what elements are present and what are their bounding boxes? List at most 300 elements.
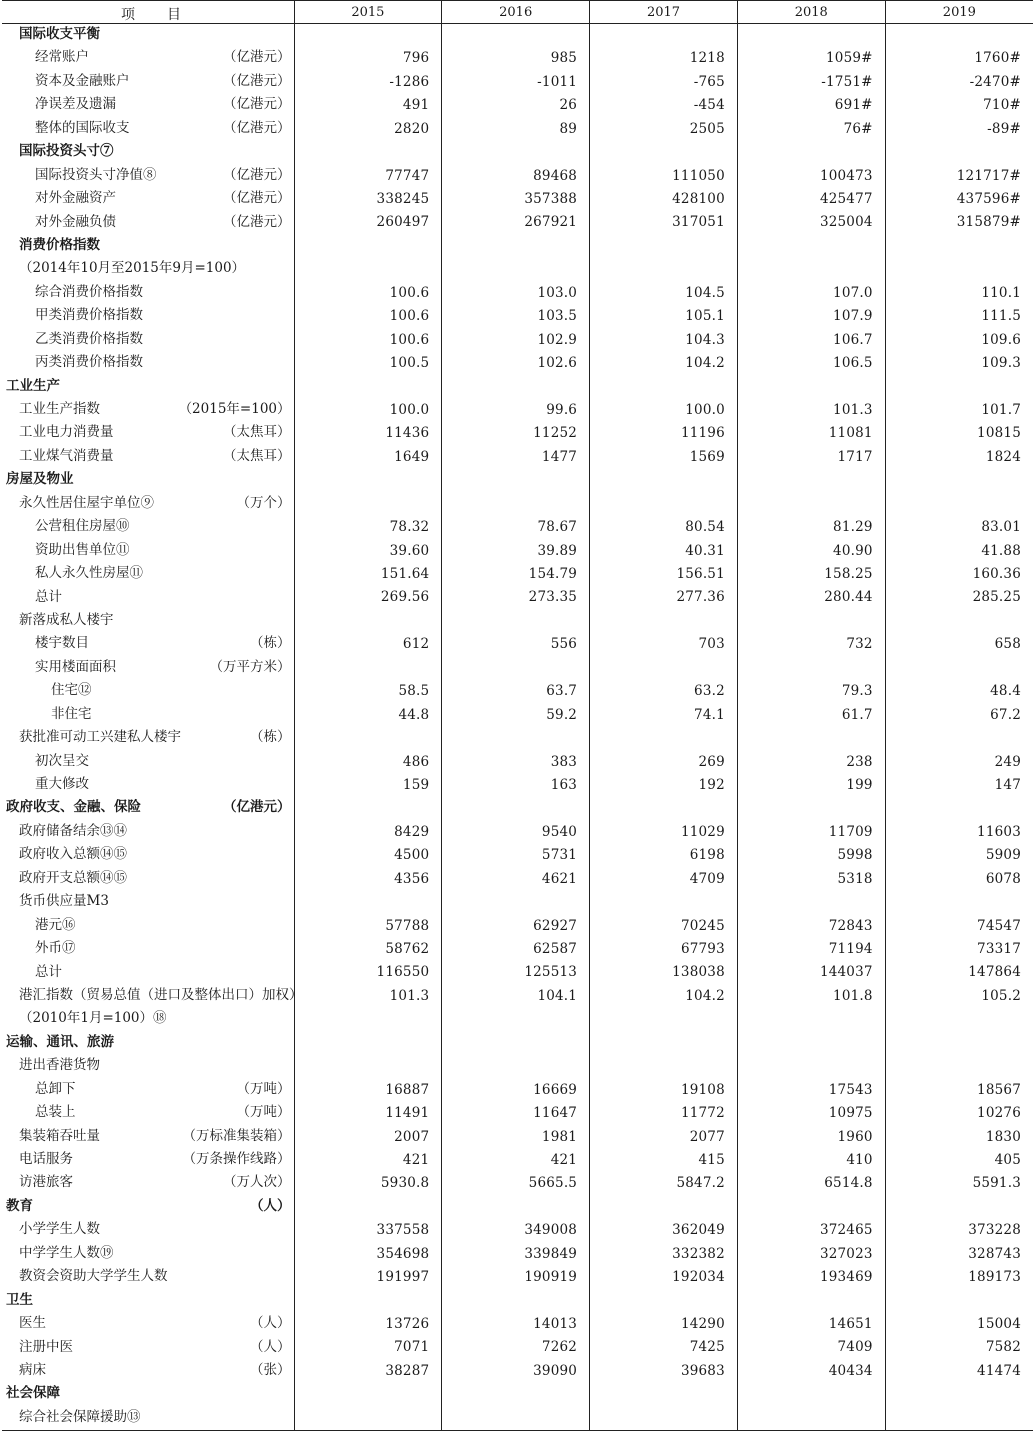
value-cell-2019 bbox=[885, 657, 1033, 680]
value-cell-2018 bbox=[737, 1196, 885, 1219]
value-cell-2015 bbox=[294, 24, 442, 48]
value-cell-2018 bbox=[737, 24, 885, 48]
row-unit: （栋） bbox=[250, 635, 291, 652]
value-cell-2017: 2077 bbox=[590, 1126, 738, 1149]
value-cell-2015: 337558 bbox=[294, 1219, 442, 1242]
value-cell-2015: 191997 bbox=[294, 1266, 442, 1289]
value-cell-2017 bbox=[590, 1290, 738, 1313]
value-cell-2019: 249 bbox=[885, 751, 1033, 774]
row-label-cell bbox=[2, 1383, 294, 1406]
value-cell-2018: -1751# bbox=[737, 71, 885, 94]
value-cell-2015: 796 bbox=[294, 47, 442, 70]
row-label-cell bbox=[2, 399, 294, 422]
table-row bbox=[2, 1172, 1033, 1195]
value-cell-2015 bbox=[294, 1032, 442, 1055]
row-label: 获批准可动工兴建私人楼宇 bbox=[19, 729, 181, 746]
row-label-cell bbox=[2, 516, 294, 539]
table-row bbox=[2, 1337, 1033, 1360]
table-row bbox=[2, 844, 1033, 867]
value-cell-2016: 89468 bbox=[442, 165, 590, 188]
value-cell-2019: 5591.3 bbox=[885, 1172, 1033, 1195]
row-label: 政府开支总额⑭⑮ bbox=[19, 869, 127, 886]
value-cell-2015: 38287 bbox=[294, 1360, 442, 1383]
value-cell-2019: 315879# bbox=[885, 212, 1033, 235]
value-cell-2019: 7582 bbox=[885, 1337, 1033, 1360]
row-label-cell bbox=[2, 329, 294, 352]
value-cell-2017 bbox=[590, 727, 738, 750]
value-cell-2015: -1286 bbox=[294, 71, 442, 94]
table-row bbox=[2, 118, 1033, 141]
row-unit: （万条操作线路） bbox=[182, 1151, 291, 1167]
value-cell-2016: 190919 bbox=[442, 1266, 590, 1289]
table-row bbox=[2, 1032, 1033, 1055]
table-row bbox=[2, 71, 1033, 94]
value-cell-2019: 6078 bbox=[885, 868, 1033, 891]
row-label-cell bbox=[2, 1219, 294, 1242]
value-cell-2015: 491 bbox=[294, 94, 442, 117]
value-cell-2018: 81.29 bbox=[737, 516, 885, 539]
row-label-cell bbox=[2, 258, 294, 281]
value-cell-2018: 691# bbox=[737, 94, 885, 117]
value-cell-2016 bbox=[442, 235, 590, 258]
value-cell-2019: -2470# bbox=[885, 71, 1033, 94]
value-cell-2016 bbox=[442, 1196, 590, 1219]
value-cell-2015: 260497 bbox=[294, 212, 442, 235]
value-cell-2016: 357388 bbox=[442, 188, 590, 211]
value-cell-2018: 101.3 bbox=[737, 399, 885, 422]
value-cell-2018 bbox=[737, 1032, 885, 1055]
value-cell-2016: 14013 bbox=[442, 1313, 590, 1336]
value-cell-2015: 8429 bbox=[294, 821, 442, 844]
value-cell-2018 bbox=[737, 797, 885, 820]
row-label: 对外金融负债 bbox=[35, 213, 116, 230]
value-cell-2017: 362049 bbox=[590, 1219, 738, 1242]
row-label-cell bbox=[2, 188, 294, 211]
value-cell-2015: 39.60 bbox=[294, 540, 442, 563]
value-cell-2015 bbox=[294, 141, 442, 164]
row-label-cell bbox=[2, 422, 294, 445]
value-cell-2017 bbox=[590, 469, 738, 492]
value-cell-2018: 325004 bbox=[737, 212, 885, 235]
value-cell-2019: 67.2 bbox=[885, 704, 1033, 727]
value-cell-2019: 73317 bbox=[885, 938, 1033, 961]
row-label-cell bbox=[2, 1243, 294, 1266]
header-year-2019: 2019 bbox=[885, 1, 1033, 24]
value-cell-2017: 40.31 bbox=[590, 540, 738, 563]
value-cell-2018: 79.3 bbox=[737, 680, 885, 703]
value-cell-2017: 104.3 bbox=[590, 329, 738, 352]
row-unit: （万人次） bbox=[223, 1174, 291, 1191]
table-body bbox=[2, 24, 1033, 1431]
row-label: 运输、通讯、旅游 bbox=[6, 1033, 114, 1050]
table-row bbox=[2, 376, 1033, 399]
table-row bbox=[2, 188, 1033, 211]
value-cell-2019 bbox=[885, 469, 1033, 492]
table-row bbox=[2, 94, 1033, 117]
row-label: 初次呈交 bbox=[35, 752, 89, 769]
row-label-cell bbox=[2, 704, 294, 727]
value-cell-2016: 7262 bbox=[442, 1337, 590, 1360]
value-cell-2018 bbox=[737, 141, 885, 164]
value-cell-2018: 1717 bbox=[737, 446, 885, 469]
row-unit: （太焦耳） bbox=[223, 424, 291, 441]
value-cell-2018: 101.8 bbox=[737, 985, 885, 1008]
value-cell-2015: 1649 bbox=[294, 446, 442, 469]
header-item-cell bbox=[2, 1, 294, 24]
value-cell-2019: 41.88 bbox=[885, 540, 1033, 563]
table-row bbox=[2, 868, 1033, 891]
row-unit: （万吨） bbox=[236, 1104, 291, 1121]
table-row bbox=[2, 1383, 1033, 1406]
row-label: 访港旅客 bbox=[19, 1174, 73, 1191]
value-cell-2018: 280.44 bbox=[737, 587, 885, 610]
value-cell-2016: 9540 bbox=[442, 821, 590, 844]
value-cell-2016: 11647 bbox=[442, 1102, 590, 1125]
value-cell-2016: 163 bbox=[442, 774, 590, 797]
value-cell-2017: 192 bbox=[590, 774, 738, 797]
row-label-cell bbox=[2, 24, 294, 48]
value-cell-2017: 192034 bbox=[590, 1266, 738, 1289]
value-cell-2017: 19108 bbox=[590, 1079, 738, 1102]
value-cell-2018: 199 bbox=[737, 774, 885, 797]
row-label-cell bbox=[2, 352, 294, 375]
row-unit: （亿港元） bbox=[223, 119, 291, 136]
value-cell-2019 bbox=[885, 797, 1033, 820]
value-cell-2017: 7425 bbox=[590, 1337, 738, 1360]
table-row bbox=[2, 493, 1033, 516]
value-cell-2016 bbox=[442, 610, 590, 633]
value-cell-2015: 100.6 bbox=[294, 282, 442, 305]
table-row bbox=[2, 469, 1033, 492]
value-cell-2018: 40434 bbox=[737, 1360, 885, 1383]
row-unit: （亿港元） bbox=[223, 166, 291, 183]
row-label: 经常账户 bbox=[35, 49, 89, 66]
value-cell-2018: 1059# bbox=[737, 47, 885, 70]
table-row bbox=[2, 1149, 1033, 1172]
value-cell-2019: 74547 bbox=[885, 915, 1033, 938]
value-cell-2018 bbox=[737, 1383, 885, 1406]
value-cell-2016 bbox=[442, 1032, 590, 1055]
value-cell-2017: 269 bbox=[590, 751, 738, 774]
table-row bbox=[2, 962, 1033, 985]
value-cell-2015: 100.5 bbox=[294, 352, 442, 375]
row-label: 电话服务 bbox=[19, 1151, 73, 1167]
row-label: 进出香港货物 bbox=[19, 1057, 100, 1074]
header-year-2016: 2016 bbox=[442, 1, 590, 24]
value-cell-2019: 710# bbox=[885, 94, 1033, 117]
value-cell-2018 bbox=[737, 376, 885, 399]
value-cell-2016: 99.6 bbox=[442, 399, 590, 422]
row-label: 中学学生人数⑲ bbox=[19, 1244, 114, 1261]
value-cell-2017: 11772 bbox=[590, 1102, 738, 1125]
row-label: 资本及金融账户 bbox=[35, 72, 130, 89]
row-label: 私人永久性房屋⑪ bbox=[35, 565, 143, 582]
row-label: 工业生产 bbox=[6, 377, 60, 394]
value-cell-2017: 4709 bbox=[590, 868, 738, 891]
value-cell-2017: 703 bbox=[590, 633, 738, 656]
row-label-cell bbox=[2, 821, 294, 844]
value-cell-2018: 158.25 bbox=[737, 563, 885, 586]
value-cell-2017: 317051 bbox=[590, 212, 738, 235]
row-label: 政府收支、金融、保险 bbox=[6, 799, 141, 816]
row-label-cell bbox=[2, 868, 294, 891]
value-cell-2015: 16887 bbox=[294, 1079, 442, 1102]
row-label-cell bbox=[2, 1079, 294, 1102]
row-label: 非住宅 bbox=[51, 705, 92, 722]
value-cell-2019 bbox=[885, 1290, 1033, 1313]
value-cell-2018: 14651 bbox=[737, 1313, 885, 1336]
value-cell-2019: 18567 bbox=[885, 1079, 1033, 1102]
value-cell-2015: 151.64 bbox=[294, 563, 442, 586]
value-cell-2016 bbox=[442, 469, 590, 492]
table-row bbox=[2, 1102, 1033, 1125]
value-cell-2015: 354698 bbox=[294, 1243, 442, 1266]
value-cell-2019: 109.3 bbox=[885, 352, 1033, 375]
value-cell-2019: 109.6 bbox=[885, 329, 1033, 352]
table-row bbox=[2, 727, 1033, 750]
value-cell-2015 bbox=[294, 797, 442, 820]
value-cell-2019: 405 bbox=[885, 1149, 1033, 1172]
row-label-cell bbox=[2, 774, 294, 797]
table-row bbox=[2, 399, 1033, 422]
row-label-cell bbox=[2, 962, 294, 985]
value-cell-2017: 63.2 bbox=[590, 680, 738, 703]
row-label: 外币⑰ bbox=[35, 940, 76, 957]
table-row bbox=[2, 165, 1033, 188]
value-cell-2019 bbox=[885, 24, 1033, 48]
value-cell-2019: 147 bbox=[885, 774, 1033, 797]
value-cell-2015 bbox=[294, 657, 442, 680]
value-cell-2018: 7409 bbox=[737, 1337, 885, 1360]
value-cell-2018 bbox=[737, 657, 885, 680]
value-cell-2017: 277.36 bbox=[590, 587, 738, 610]
value-cell-2018: 106.5 bbox=[737, 352, 885, 375]
table-row bbox=[2, 47, 1033, 70]
row-unit: （张） bbox=[250, 1361, 291, 1378]
value-cell-2017: -765 bbox=[590, 71, 738, 94]
value-cell-2019: 11603 bbox=[885, 821, 1033, 844]
value-cell-2019 bbox=[885, 1032, 1033, 1055]
value-cell-2019 bbox=[885, 610, 1033, 633]
value-cell-2016: 985 bbox=[442, 47, 590, 70]
row-unit: （太焦耳） bbox=[223, 447, 291, 464]
value-cell-2018: 72843 bbox=[737, 915, 885, 938]
value-cell-2018: 11081 bbox=[737, 422, 885, 445]
table-row bbox=[2, 797, 1033, 820]
row-label: 永久性居住屋宇单位⑨ bbox=[19, 494, 154, 511]
value-cell-2018: 61.7 bbox=[737, 704, 885, 727]
row-label: 甲类消费价格指数 bbox=[35, 307, 143, 324]
value-cell-2016: 62927 bbox=[442, 915, 590, 938]
value-cell-2015 bbox=[294, 376, 442, 399]
row-label: 重大修改 bbox=[35, 776, 89, 792]
value-cell-2018: 11709 bbox=[737, 821, 885, 844]
row-label-cell bbox=[2, 610, 294, 633]
row-label: 资助出售单位⑪ bbox=[35, 541, 130, 558]
value-cell-2016 bbox=[442, 1290, 590, 1313]
value-cell-2018: 40.90 bbox=[737, 540, 885, 563]
value-cell-2019: 48.4 bbox=[885, 680, 1033, 703]
row-label: 国际收支平衡 bbox=[19, 26, 100, 42]
table-row bbox=[2, 751, 1033, 774]
table-row bbox=[2, 282, 1033, 305]
value-cell-2016 bbox=[442, 376, 590, 399]
value-cell-2017 bbox=[590, 657, 738, 680]
value-cell-2017: 39683 bbox=[590, 1360, 738, 1383]
value-cell-2017: 428100 bbox=[590, 188, 738, 211]
value-cell-2017: -454 bbox=[590, 94, 738, 117]
value-cell-2018 bbox=[737, 891, 885, 914]
row-label: 政府收入总额⑭⑮ bbox=[19, 846, 127, 863]
value-cell-2019 bbox=[885, 1383, 1033, 1406]
row-label: 卫生 bbox=[6, 1291, 33, 1308]
value-cell-2016: 62587 bbox=[442, 938, 590, 961]
row-label-cell bbox=[2, 563, 294, 586]
value-cell-2016: 39.89 bbox=[442, 540, 590, 563]
row-label: 集装箱吞吐量 bbox=[19, 1127, 100, 1144]
value-cell-2017 bbox=[590, 235, 738, 258]
value-cell-2016: 103.0 bbox=[442, 282, 590, 305]
value-cell-2016: 63.7 bbox=[442, 680, 590, 703]
row-label: 港元⑯ bbox=[35, 916, 76, 933]
table-row bbox=[2, 258, 1033, 281]
row-label-cell bbox=[2, 282, 294, 305]
value-cell-2019: 15004 bbox=[885, 1313, 1033, 1336]
row-unit: （万吨） bbox=[236, 1080, 291, 1097]
value-cell-2015: 100.0 bbox=[294, 399, 442, 422]
row-label-cell bbox=[2, 844, 294, 867]
value-cell-2015: 7071 bbox=[294, 1337, 442, 1360]
row-unit: （万标准集装箱） bbox=[182, 1127, 291, 1144]
value-cell-2019: 658 bbox=[885, 633, 1033, 656]
row-unit: （2015年=100） bbox=[178, 401, 291, 417]
value-cell-2015 bbox=[294, 235, 442, 258]
value-cell-2015: 338245 bbox=[294, 188, 442, 211]
value-cell-2018 bbox=[737, 1008, 885, 1031]
row-label: 社会保障 bbox=[6, 1385, 60, 1402]
value-cell-2018: 327023 bbox=[737, 1243, 885, 1266]
row-unit: （万平方米） bbox=[209, 658, 291, 675]
value-cell-2016: 349008 bbox=[442, 1219, 590, 1242]
table-row bbox=[2, 1407, 1033, 1431]
value-cell-2017: 332382 bbox=[590, 1243, 738, 1266]
row-label: 国际投资头寸⑦ bbox=[19, 143, 114, 160]
table-header bbox=[2, 1, 1033, 24]
row-label: 公营租住房屋⑩ bbox=[35, 518, 130, 535]
row-label-cell bbox=[2, 1196, 294, 1219]
value-cell-2019 bbox=[885, 141, 1033, 164]
row-label: 对外金融资产 bbox=[35, 190, 116, 207]
value-cell-2017 bbox=[590, 376, 738, 399]
row-label: （2010年1月=100）⑱ bbox=[19, 1010, 167, 1027]
row-label: 教资会资助大学学生人数 bbox=[19, 1268, 168, 1285]
row-label: 房屋及物业 bbox=[6, 471, 74, 488]
value-cell-2016: 154.79 bbox=[442, 563, 590, 586]
value-cell-2017: 104.2 bbox=[590, 352, 738, 375]
value-cell-2017 bbox=[590, 1407, 738, 1431]
table-row bbox=[2, 680, 1033, 703]
row-label-cell bbox=[2, 305, 294, 328]
value-cell-2016: 125513 bbox=[442, 962, 590, 985]
value-cell-2019 bbox=[885, 891, 1033, 914]
value-cell-2017 bbox=[590, 493, 738, 516]
table-row bbox=[2, 1008, 1033, 1031]
value-cell-2015: 58762 bbox=[294, 938, 442, 961]
value-cell-2018: 6514.8 bbox=[737, 1172, 885, 1195]
value-cell-2018 bbox=[737, 258, 885, 281]
value-cell-2016: 421 bbox=[442, 1149, 590, 1172]
value-cell-2019 bbox=[885, 493, 1033, 516]
row-unit: （亿港元） bbox=[223, 96, 291, 113]
table-row bbox=[2, 1219, 1033, 1242]
value-cell-2019: 189173 bbox=[885, 1266, 1033, 1289]
table-row bbox=[2, 1266, 1033, 1289]
value-cell-2015: 11436 bbox=[294, 422, 442, 445]
row-unit: （万个） bbox=[236, 494, 291, 511]
value-cell-2018: 100473 bbox=[737, 165, 885, 188]
row-label: 病床 bbox=[19, 1361, 46, 1378]
value-cell-2018: 5318 bbox=[737, 868, 885, 891]
header-item-label-b: 目 bbox=[167, 7, 181, 23]
value-cell-2018 bbox=[737, 727, 885, 750]
row-label-cell bbox=[2, 493, 294, 516]
value-cell-2017 bbox=[590, 24, 738, 48]
value-cell-2017: 6198 bbox=[590, 844, 738, 867]
value-cell-2019: 160.36 bbox=[885, 563, 1033, 586]
value-cell-2019: 41474 bbox=[885, 1360, 1033, 1383]
value-cell-2017: 2505 bbox=[590, 118, 738, 141]
table-row bbox=[2, 352, 1033, 375]
value-cell-2015: 58.5 bbox=[294, 680, 442, 703]
row-label: 楼宇数目 bbox=[35, 635, 89, 652]
value-cell-2017: 80.54 bbox=[590, 516, 738, 539]
row-label: 教育 bbox=[6, 1197, 33, 1214]
row-label: 总计 bbox=[35, 588, 62, 605]
value-cell-2018 bbox=[737, 1055, 885, 1078]
value-cell-2016: 103.5 bbox=[442, 305, 590, 328]
row-label: 实用楼面面积 bbox=[35, 658, 116, 675]
value-cell-2015: 5930.8 bbox=[294, 1172, 442, 1195]
value-cell-2018: 732 bbox=[737, 633, 885, 656]
value-cell-2019: 147864 bbox=[885, 962, 1033, 985]
value-cell-2019: 1824 bbox=[885, 446, 1033, 469]
value-cell-2017: 1218 bbox=[590, 47, 738, 70]
value-cell-2018 bbox=[737, 610, 885, 633]
row-unit: （亿港元） bbox=[223, 799, 291, 816]
row-label-cell bbox=[2, 446, 294, 469]
value-cell-2018 bbox=[737, 235, 885, 258]
value-cell-2019: 101.7 bbox=[885, 399, 1033, 422]
row-label-cell bbox=[2, 938, 294, 961]
value-cell-2015: 77747 bbox=[294, 165, 442, 188]
row-label-cell bbox=[2, 141, 294, 164]
table-row bbox=[2, 516, 1033, 539]
value-cell-2015: 78.32 bbox=[294, 516, 442, 539]
value-cell-2017: 100.0 bbox=[590, 399, 738, 422]
row-label: 注册中医 bbox=[19, 1338, 73, 1355]
row-unit: （亿港元） bbox=[223, 49, 291, 66]
row-label: 政府储备结余⑬⑭ bbox=[19, 822, 127, 839]
row-label-cell bbox=[2, 985, 303, 1008]
value-cell-2018: 425477 bbox=[737, 188, 885, 211]
value-cell-2016: 383 bbox=[442, 751, 590, 774]
value-cell-2017: 138038 bbox=[590, 962, 738, 985]
row-label: 工业生产指数 bbox=[19, 401, 100, 417]
value-cell-2019 bbox=[885, 727, 1033, 750]
value-cell-2015: 11491 bbox=[294, 1102, 442, 1125]
value-cell-2015: 100.6 bbox=[294, 329, 442, 352]
row-label-cell bbox=[2, 657, 294, 680]
